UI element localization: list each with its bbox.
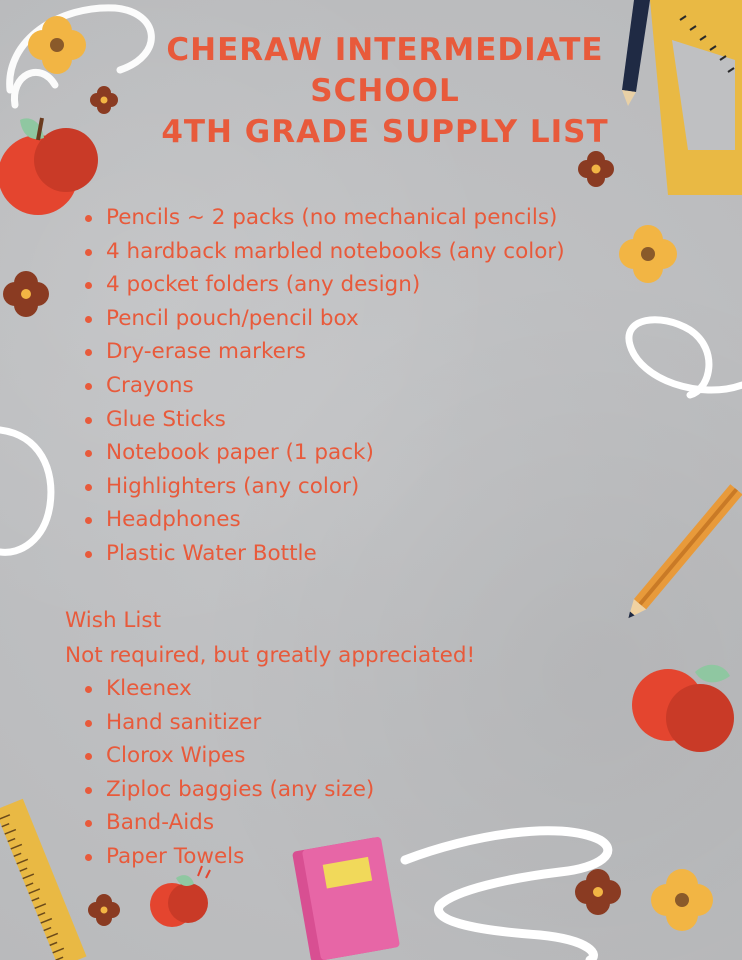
wish-list-subheading: Not required, but greatly appreciated! (65, 643, 476, 668)
chalk-swirl-icon (629, 320, 742, 395)
list-item: Dry-erase markers (82, 335, 565, 369)
list-item: Paper Towels (82, 840, 374, 874)
brown-flower-icon (90, 86, 118, 114)
list-item: Highlighters (any color) (82, 470, 565, 504)
wish-list (82, 672, 374, 874)
brown-flower-icon (578, 151, 614, 187)
chalk-swirl-icon (0, 430, 51, 552)
brown-flower-icon (575, 869, 621, 915)
brown-flower-icon (3, 271, 49, 317)
apple-icon (150, 866, 210, 927)
supply-list (82, 201, 565, 571)
ruler-icon (0, 799, 86, 960)
yellow-flower-icon (28, 16, 86, 74)
brown-flower-icon (88, 894, 120, 926)
yellow-flower-icon (651, 869, 713, 931)
yellow-flower-icon (619, 225, 677, 283)
list-item: Pencil pouch/pencil box (82, 302, 565, 336)
title-line: SCHOOL (310, 73, 460, 109)
list-item: Headphones (82, 503, 565, 537)
apple-icon (632, 665, 734, 752)
list-item: Band-Aids (82, 806, 374, 840)
list-item: 4 hardback marbled notebooks (any color) (82, 235, 565, 269)
list-item: Pencils ~ 2 packs (no mechanical pencils) (82, 201, 565, 235)
list-item: Hand sanitizer (82, 706, 374, 740)
page-title (140, 30, 630, 153)
list-item: Plastic Water Bottle (82, 537, 565, 571)
wish-list-heading: Wish List (65, 608, 162, 633)
list-item: Ziploc baggies (any size) (82, 773, 374, 807)
list-item: 4 pocket folders (any design) (82, 268, 565, 302)
title-line: 4TH GRADE SUPPLY LIST (161, 114, 609, 150)
list-item: Glue Sticks (82, 403, 565, 437)
triangle-ruler-icon (650, 0, 742, 195)
pencil-icon (622, 484, 742, 623)
list-item: Clorox Wipes (82, 739, 374, 773)
list-item: Kleenex (82, 672, 374, 706)
list-item: Crayons (82, 369, 565, 403)
title-line: CHERAW INTERMEDIATE (166, 32, 604, 68)
list-item: Notebook paper (1 pack) (82, 436, 565, 470)
